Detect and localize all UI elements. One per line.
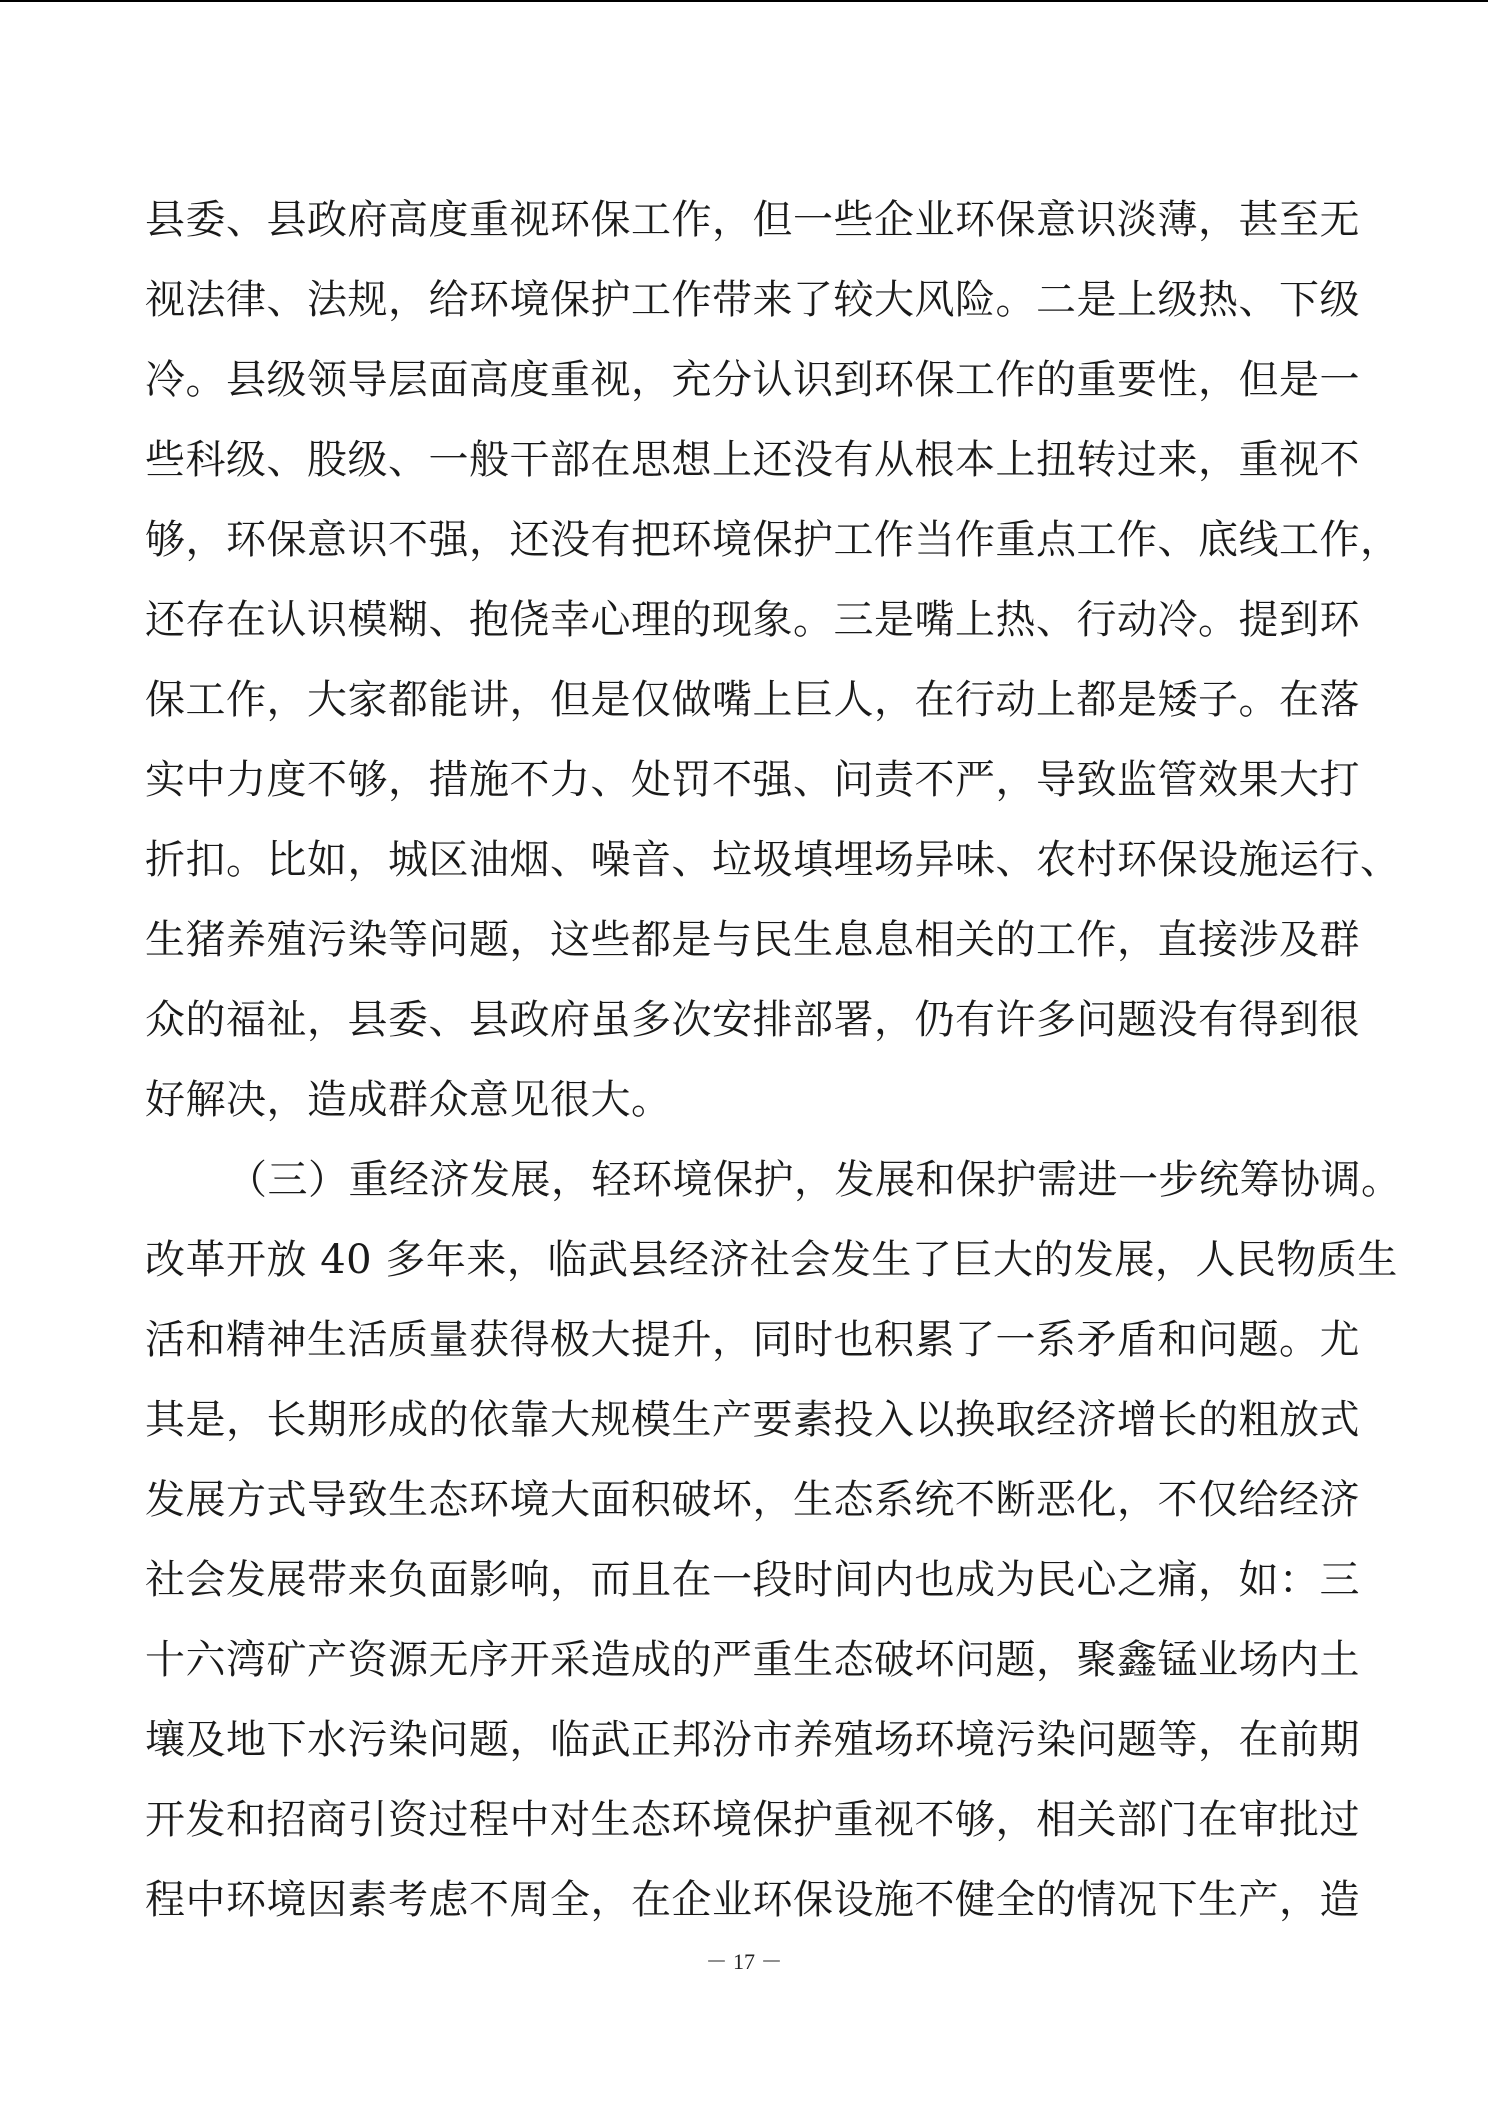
text-line: 视法律、法规，给环境保护工作带来了较大风险。二是上级热、下级	[145, 277, 1360, 323]
text-line: 开发和招商引资过程中对生态环境保护重视不够，相关部门在审批过	[145, 1797, 1360, 1843]
text-line: 十六湾矿产资源无序开采造成的严重生态破坏问题，聚鑫锰业场内土	[145, 1637, 1360, 1683]
text-line: 折扣。比如，城区油烟、噪音、垃圾填埋场异味、农村环保设施运行、	[145, 837, 1401, 883]
text-line: 些科级、股级、一般干部在思想上还没有从根本上扭转过来，重视不	[145, 437, 1360, 483]
document-body	[145, 180, 1402, 1940]
text-line: 保工作，大家都能讲，但是仅做嘴上巨人，在行动上都是矮子。在落	[145, 677, 1360, 723]
text-line: 县委、县政府高度重视环保工作，但一些企业环保意识淡薄，甚至无	[145, 197, 1360, 243]
section-heading-line: （三）重经济发展，轻环境保护，发展和保护需进一步统筹协调。	[227, 1157, 1402, 1203]
text-line: 改革开放 40 多年来，临武县经济社会发生了巨大的发展，人民物质生	[145, 1237, 1398, 1283]
text-line: 还存在认识模糊、抱侥幸心理的现象。三是嘴上热、行动冷。提到环	[145, 597, 1360, 643]
text-line: 够，环保意识不强，还没有把环境保护工作当作重点工作、底线工作，	[145, 517, 1401, 563]
paragraph-end-line: 好解决，造成群众意见很大。	[145, 1077, 672, 1123]
text-line: 实中力度不够，措施不力、处罚不强、问责不严，导致监管效果大打	[145, 757, 1360, 803]
text-line: 发展方式导致生态环境大面积破坏，生态系统不断恶化，不仅给经济	[145, 1477, 1360, 1523]
text-line: 其是，长期形成的依靠大规模生产要素投入以换取经济增长的粗放式	[145, 1397, 1360, 1443]
text-line: 生猪养殖污染等问题，这些都是与民生息息相关的工作，直接涉及群	[145, 917, 1360, 963]
page-number: － 17 －	[705, 1949, 783, 1974]
text-line: 程中环境因素考虑不周全，在企业环保设施不健全的情况下生产，造	[145, 1877, 1360, 1923]
text-line: 活和精神生活质量获得极大提升，同时也积累了一系矛盾和问题。尤	[145, 1317, 1360, 1363]
text-line: 冷。县级领导层面高度重视，充分认识到环保工作的重要性，但是一	[145, 357, 1360, 403]
top-border-rule	[0, 0, 1488, 2]
text-line: 社会发展带来负面影响，而且在一段时间内也成为民心之痛，如：三	[145, 1557, 1360, 1603]
text-line: 壤及地下水污染问题，临武正邦汾市养殖场环境污染问题等，在前期	[145, 1717, 1360, 1763]
text-line: 众的福祉，县委、县政府虽多次安排部署，仍有许多问题没有得到很	[145, 997, 1360, 1043]
